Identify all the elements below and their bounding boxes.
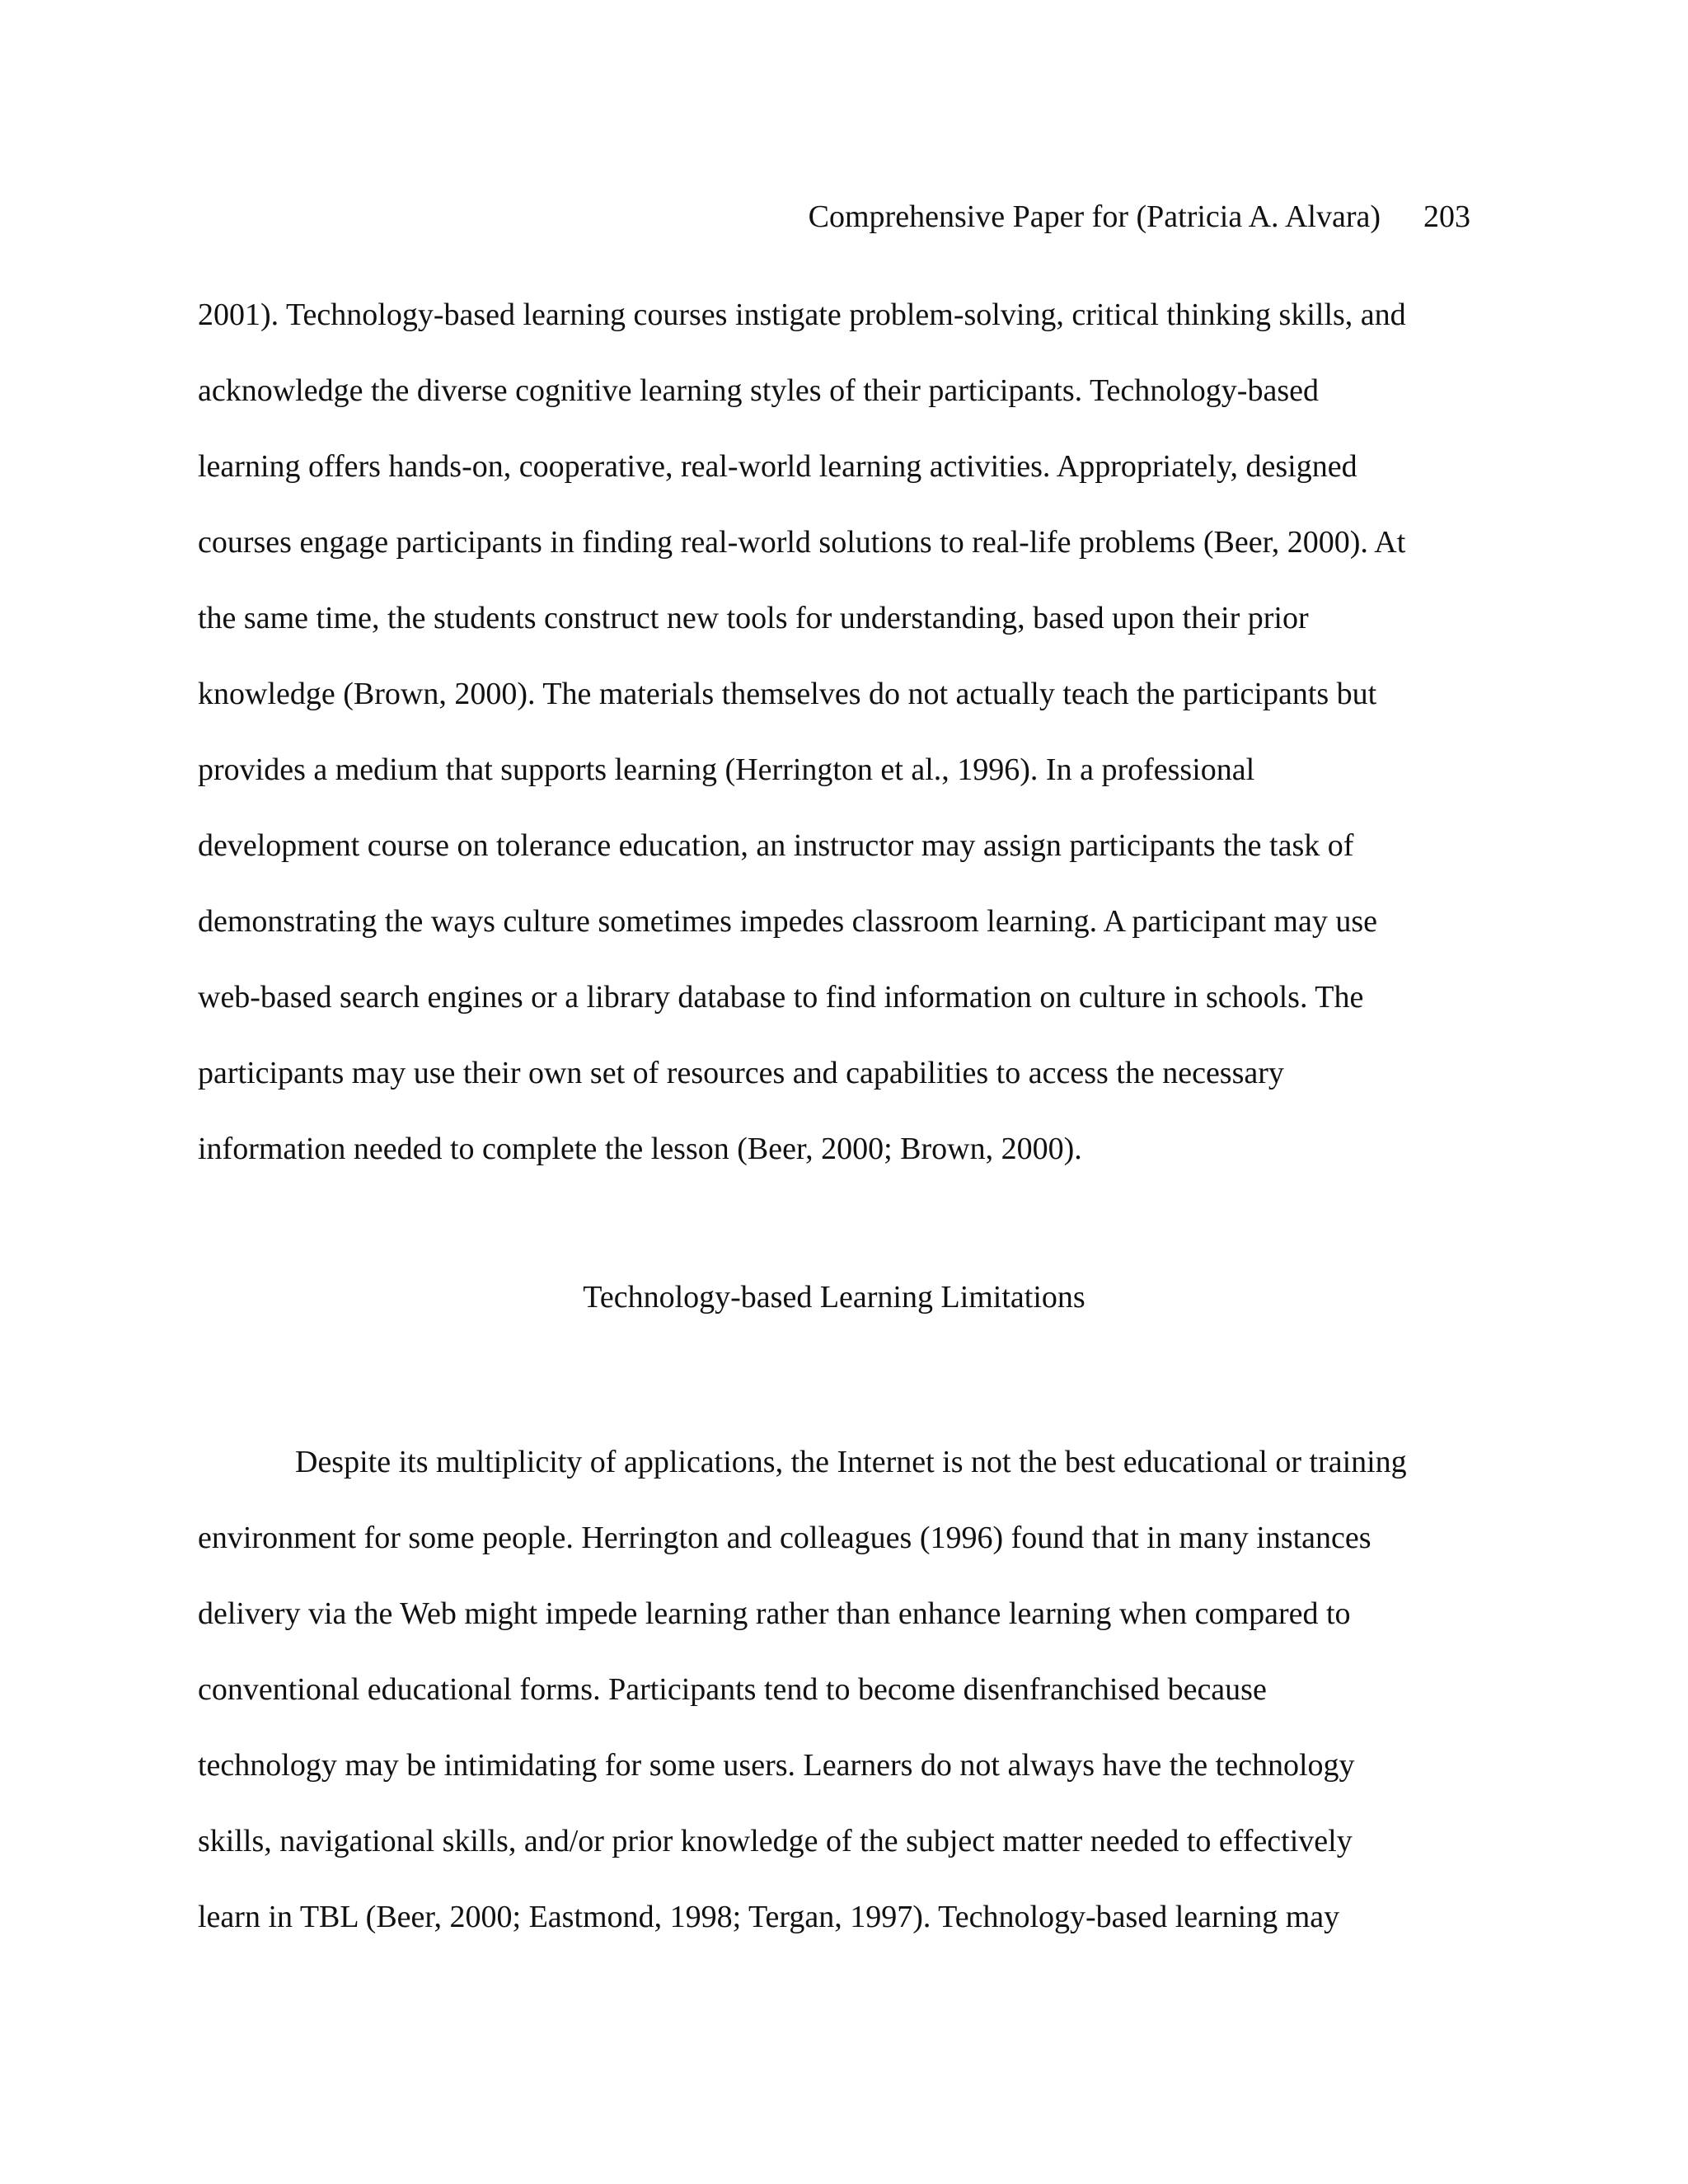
text-line: development course on tolerance education, an instructor may assign participants the task of <box>198 828 1354 863</box>
text-line: 2001). Technology-based learning courses instigate problem-solving, critical thinking skills, and <box>198 298 1406 332</box>
text-line: provides a medium that supports learning (Herrington et al., 1996). In a professional <box>198 752 1255 787</box>
page-number: 203 <box>1423 199 1470 234</box>
section-heading: Technology-based Learning Limitations <box>583 1280 1085 1315</box>
text-line: web-based search engines or a library database to find information on culture in schools. The <box>198 980 1364 1015</box>
text-line: participants may use their own set of resources and capabilities to access the necessary <box>198 1056 1284 1090</box>
paragraph-limitations <box>198 1424 1500 1955</box>
text-line: acknowledge the diverse cognitive learning styles of their participants. Technology-based <box>198 373 1319 408</box>
text-line: knowledge (Brown, 2000). The materials themselves do not actually teach the participants but <box>198 677 1377 711</box>
text-line: demonstrating the ways culture sometimes impedes classroom learning. A participant may use <box>198 904 1377 939</box>
paragraph-continued <box>198 277 1500 1187</box>
text-line: skills, navigational skills, and/or prior knowledge of the subject matter needed to effectively <box>198 1824 1353 1858</box>
text-line: technology may be intimidating for some users. Learners do not always have the technology <box>198 1748 1355 1783</box>
text-line-indented: Despite its multiplicity of applications, the Internet is not the best educational or training <box>295 1445 1407 1479</box>
text-line: learn in TBL (Beer, 2000; Eastmond, 1998; Tergan, 1997). Technology-based learning may <box>198 1900 1340 1934</box>
text-line: information needed to complete the lesson (Beer, 2000; Brown, 2000). <box>198 1132 1082 1166</box>
running-title: Comprehensive Paper for (Patricia A. Alvara) <box>808 199 1381 234</box>
running-head <box>198 196 1470 237</box>
text-line: learning offers hands-on, cooperative, real-world learning activities. Appropriately, designed <box>198 449 1357 484</box>
text-line: conventional educational forms. Participants tend to become disenfranchised because <box>198 1672 1267 1707</box>
text-line: delivery via the Web might impede learning rather than enhance learning when compared to <box>198 1596 1351 1631</box>
text-line: environment for some people. Herrington and colleagues (1996) found that in many instances <box>198 1521 1372 1555</box>
text-line: courses engage participants in finding real-world solutions to real-life problems (Beer, 2000). At <box>198 525 1406 560</box>
text-line: the same time, the students construct new tools for understanding, based upon their prior <box>198 601 1309 635</box>
